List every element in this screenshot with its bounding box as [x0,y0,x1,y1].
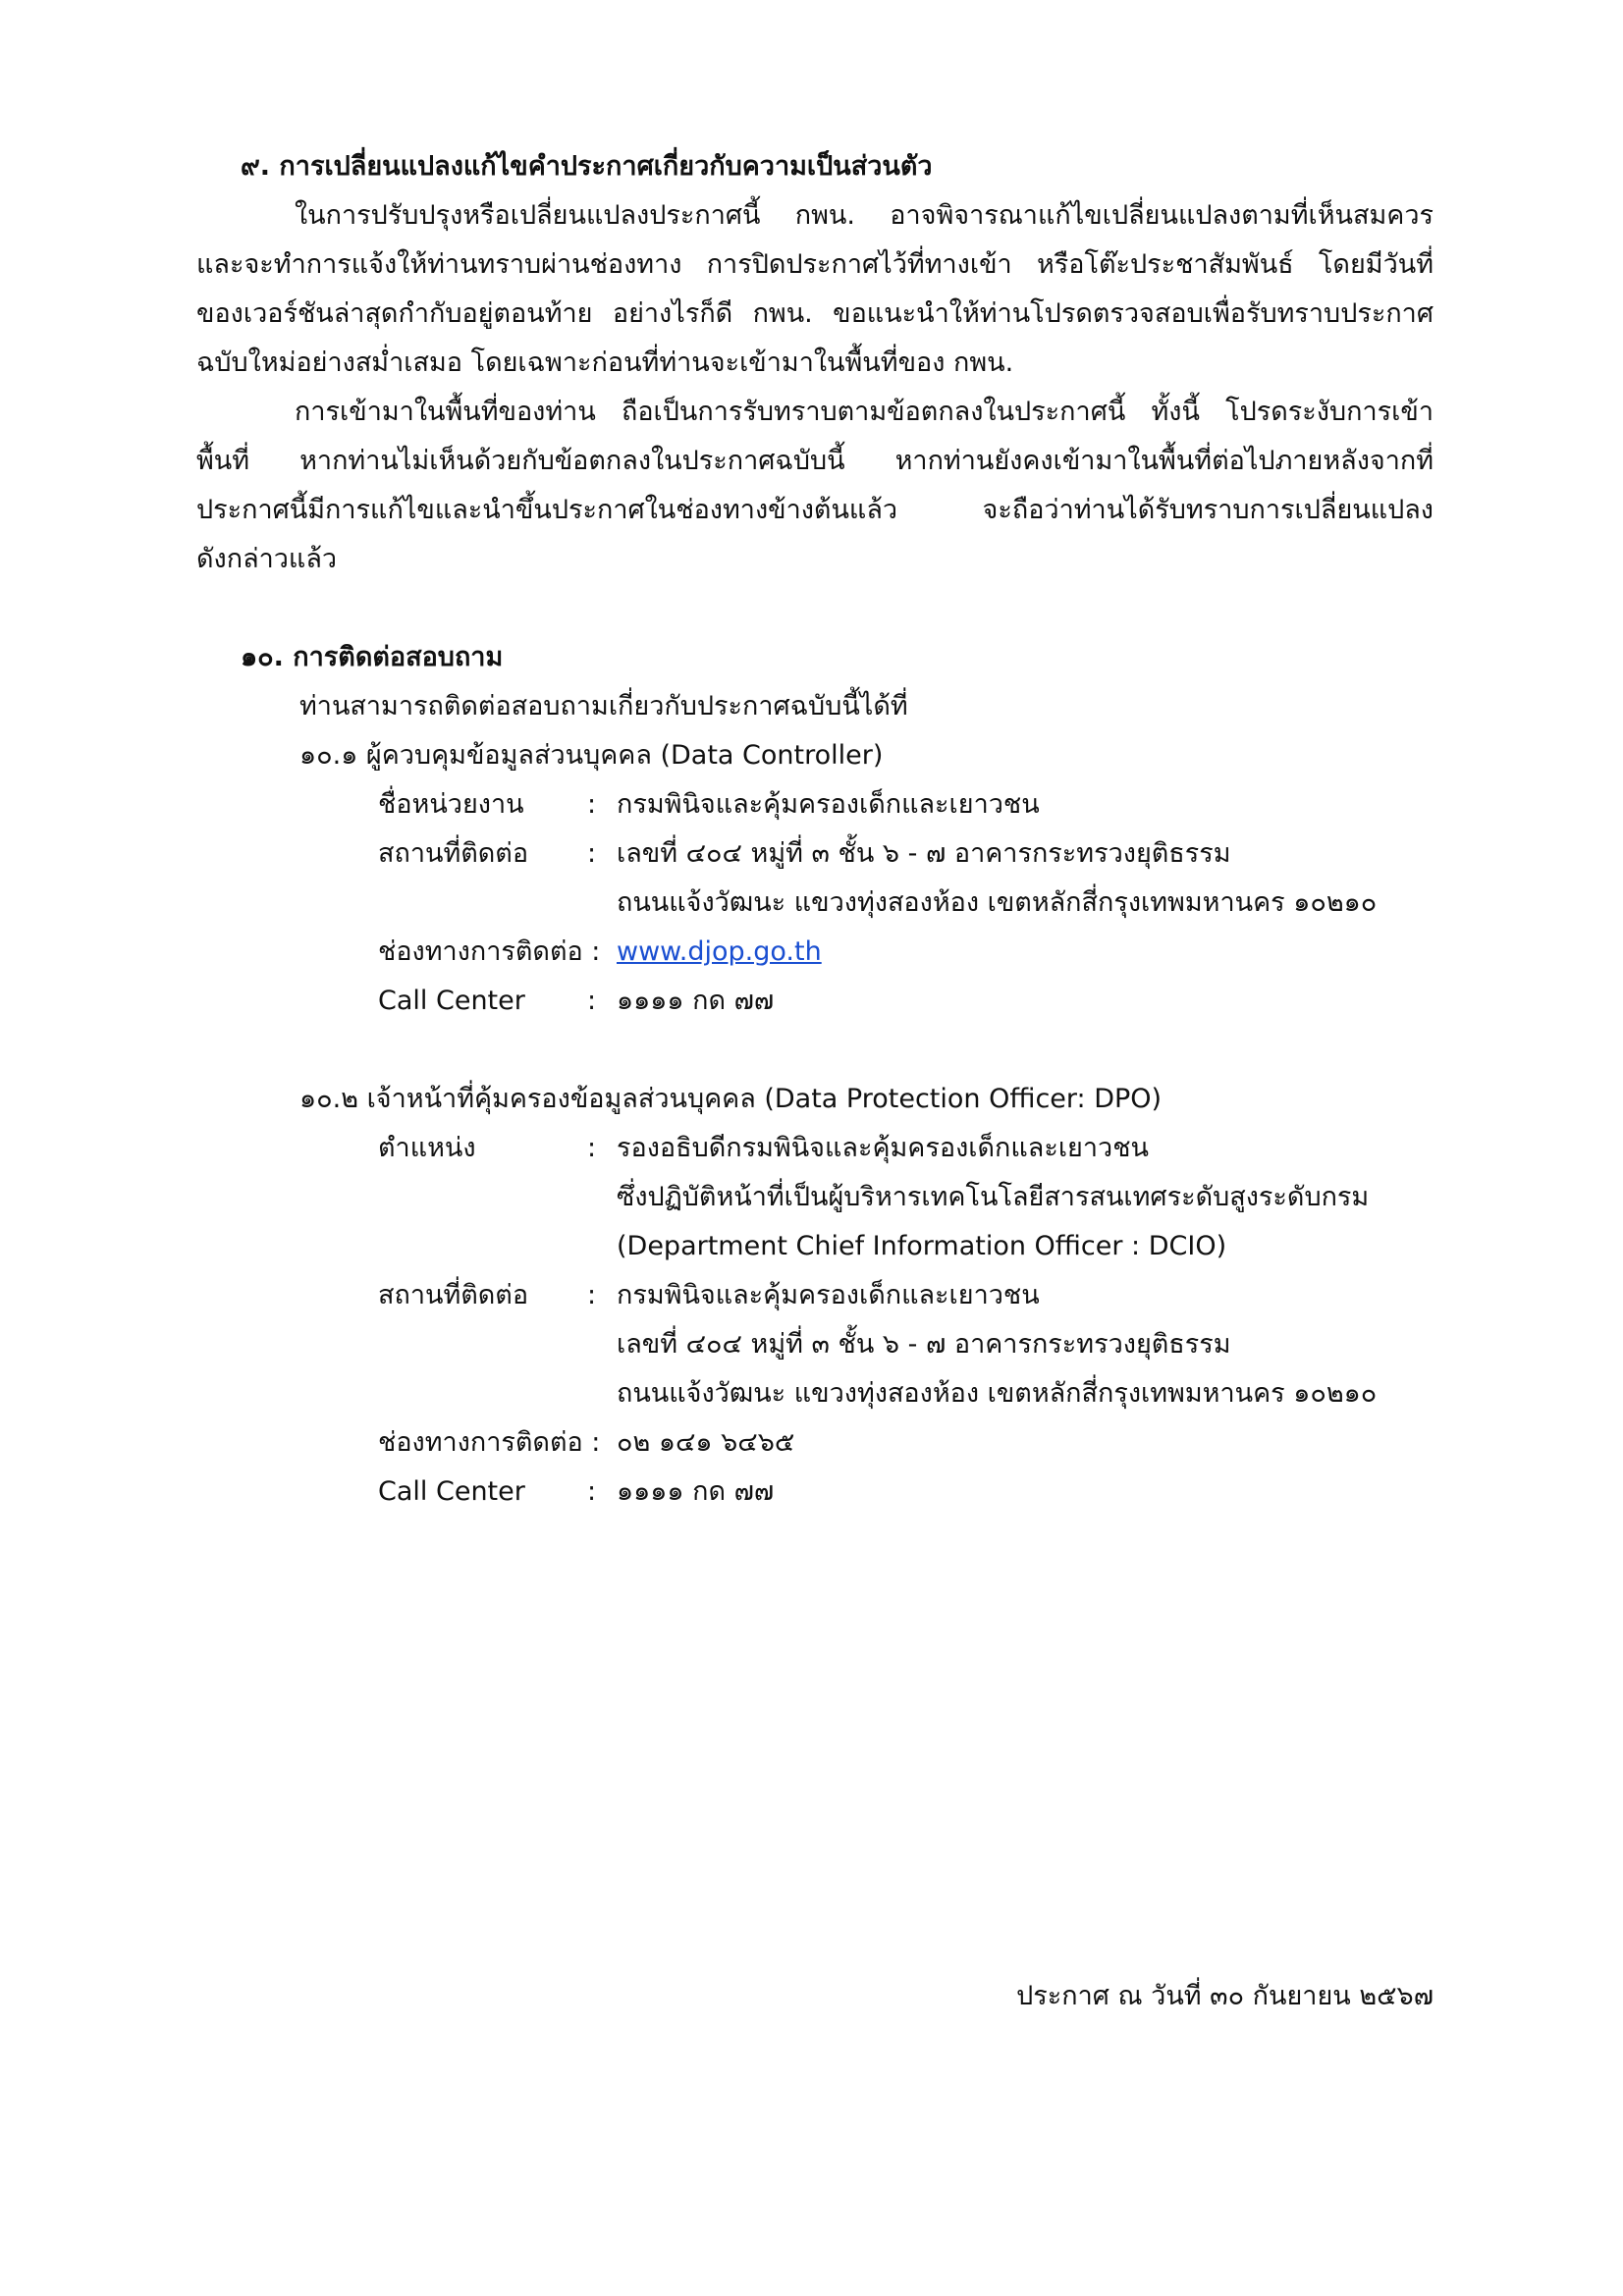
controller-agency-colon: : [587,789,597,820]
section-9-heading: ๙. การเปลี่ยนแปลงแก้ไขคำประกาศเกี่ยวกับความเป็นส่วนตัว [241,151,933,182]
controller-address-line1: เลขที่ ๔๐๔ หมู่ที่ ๓ ชั้น ๖ - ๗ อาคารกระทรวงยุติธรรม [617,838,1231,869]
section-10-heading: ๑๐. การติดต่อสอบถาม [241,642,504,672]
dpo-position-label: ตำแหน่ง [378,1133,476,1163]
dpo-address-line1: กรมพินิจและคุ้มครองเด็กและเยาวชน [617,1280,1040,1310]
section-9-para2-line4: ดังกล่าวแล้ว [196,544,338,574]
dpo-position-line2: ซึ่งปฏิบัติหน้าที่เป็นผู้บริหารเทคโนโลยีสารสนเทศระดับสูงระดับกรม [617,1182,1370,1212]
dpo-address-line3: ถนนแจ้งวัฒนะ แขวงทุ่งสองห้อง เขตหลักสี่กรุงเทพมหานคร ๑๐๒๑๐ [617,1378,1378,1409]
section-9-para1-line4: ฉบับใหม่อย่างสม่ำเสมอ โดยเฉพาะก่อนที่ท่านจะเข้ามาในพื้นที่ของ กพน. [196,347,1014,378]
section-9-para2-line2: พื้นที่ หากท่านไม่เห็นด้วยกับข้อตกลงในประกาศฉบับนี้ หากท่านยังคงเข้ามาในพื้นที่ต่อไปภายหลังจากที่ [196,446,1434,476]
controller-agency-label: ชื่อหน่วยงาน [378,789,524,820]
dpo-address-colon: : [587,1280,597,1310]
dpo-title: ๑๐.๒ เจ้าหน้าที่คุ้มครองข้อมูลส่วนบุคคล (Data Protection Officer: DPO) [299,1084,1163,1114]
controller-callcenter-colon: : [587,986,597,1016]
section-9-para1-line1: ในการปรับปรุงหรือเปลี่ยนแปลงประกาศนี้ กพน. อาจพิจารณาแก้ไขเปลี่ยนแปลงตามที่เห็นสมควร [295,200,1434,231]
dpo-address-label: สถานที่ติดต่อ [378,1280,529,1310]
dpo-address-line2: เลขที่ ๔๐๔ หมู่ที่ ๓ ชั้น ๖ - ๗ อาคารกระทรวงยุติธรรม [617,1329,1231,1360]
section-10-intro: ท่านสามารถติดต่อสอบถามเกี่ยวกับประกาศฉบับนี้ได้ที่ [299,691,908,721]
dpo-callcenter-label: Call Center [378,1476,525,1507]
controller-channel-label: ช่องทางการติดต่อ : [378,936,601,967]
controller-website-link[interactable]: www.djop.go.th [617,936,822,967]
dpo-position-line3: (Department Chief Information Officer : DCIO) [617,1231,1227,1261]
controller-callcenter-label: Call Center [378,986,525,1016]
controller-agency-value: กรมพินิจและคุ้มครองเด็กและเยาวชน [617,789,1040,820]
controller-callcenter-value: ๑๑๑๑ กด ๗๗ [617,986,775,1016]
section-9-para1-line3: ของเวอร์ชันล่าสุดกำกับอยู่ตอนท้าย อย่างไรก็ดี กพน. ขอแนะนำให้ท่านโปรดตรวจสอบเพื่อรับทราบประกาศ [196,298,1434,329]
section-9-para2-line3: ประกาศนี้มีการแก้ไขและนำขึ้นประกาศในช่องทางข้างต้นแล้ว จะถือว่าท่านได้รับทราบการเปลี่ยนแปลง [196,495,1434,525]
section-9-para2-line1: การเข้ามาในพื้นที่ของท่าน ถือเป็นการรับทราบตามข้อตกลงในประกาศนี้ ทั้งนี้ โปรดระงับการเข้า [295,397,1434,427]
section-9-para1-line2: และจะทำการแจ้งให้ท่านทราบผ่านช่องทาง การปิดประกาศไว้ที่ทางเข้า หรือโต๊ะประชาสัมพันธ์ โดยมีวันที่ [196,249,1434,280]
dpo-callcenter-value: ๑๑๑๑ กด ๗๗ [617,1476,775,1507]
dpo-channel-label: ช่องทางการติดต่อ : [378,1427,601,1458]
controller-address-line2: ถนนแจ้งวัฒนะ แขวงทุ่งสองห้อง เขตหลักสี่กรุงเทพมหานคร ๑๐๒๑๐ [617,887,1378,918]
dpo-position-line1: รองอธิบดีกรมพินิจและคุ้มครองเด็กและเยาวชน [617,1133,1149,1163]
controller-title: ๑๐.๑ ผู้ควบคุมข้อมูลส่วนบุคคล (Data Controller) [299,740,884,771]
dpo-channel-value: ๐๒ ๑๔๑ ๖๔๖๕ [617,1427,795,1458]
controller-address-label: สถานที่ติดต่อ [378,838,529,869]
dpo-position-colon: : [587,1133,597,1163]
announcement-date: ประกาศ ณ วันที่ ๓๐ กันยายน ๒๕๖๗ [1016,1981,1434,2011]
dpo-callcenter-colon: : [587,1476,597,1507]
controller-address-colon: : [587,838,597,869]
